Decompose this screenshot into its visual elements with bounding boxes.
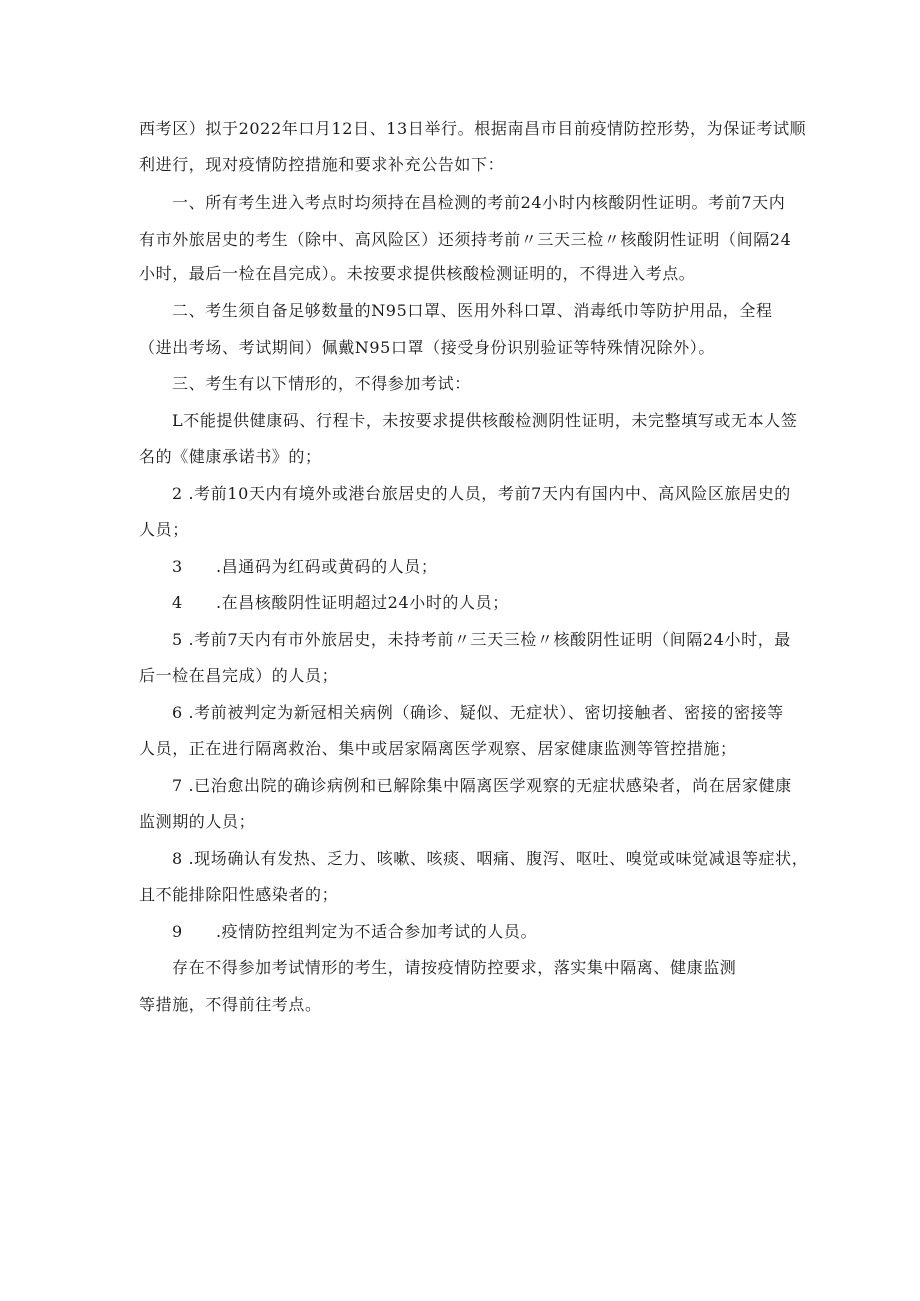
text-line: 3 .昌通码为红码或黄码的人员； (172, 557, 438, 576)
text-line: 三、考生有以下情形的，不得参加考试： (172, 374, 471, 393)
text-line: 监测期的人员； (139, 812, 256, 831)
text-line: 9 .疫情防控组判定为不适合参加考试的人员。 (172, 922, 538, 941)
text-line: （进出考场、考试期间）佩戴N95口罩（接受身份识别验证等特殊情况除外）。 (139, 338, 715, 357)
text-line: 后一检在昌完成）的人员； (139, 666, 339, 685)
text-line: 二、考生须自备足够数量的N95口罩、医用外科口罩、消毒纸巾等防护用品，全程 (172, 301, 773, 320)
text-line: 8 .现场确认有发热、乏力、咳嗽、咳痰、咽痛、腹泻、呕吐、嗅觉或味觉减退等症状， (172, 849, 809, 868)
text-line: 名的《健康承诺书》的； (139, 447, 322, 466)
text-line: 5 .考前7天内有市外旅居史，未持考前〃三天三检〃核酸阴性证明（间隔24小时，最 (172, 630, 791, 649)
text-line: 小时，最后一检在昌完成）。未按要求提供核酸检测证明的，不得进入考点。 (139, 264, 696, 283)
text-line: 7 .已治愈出院的确诊病例和已解除集中隔离医学观察的无症状感染者，尚在居家健康 (172, 776, 792, 795)
text-line: 利进行，现对疫情防控措施和要求补充公告如下： (139, 155, 505, 174)
text-line: 4 .在昌核酸阴性证明超过24小时的人员； (172, 593, 509, 612)
text-line: L不能提供健康码、行程卡，未按要求提供核酸检测阴性证明，未完整填写或无本人签 (172, 411, 798, 430)
text-line: 6 .考前被判定为新冠相关病例（确诊、疑似、无症状）、密切接触者、密接的密接等 (172, 703, 784, 722)
text-line: 人员，正在进行隔离救治、集中或居家隔离医学观察、居家健康监测等管控措施； (139, 739, 737, 758)
text-line: 人员； (139, 520, 189, 539)
text-line: 西考区）拟于2022年口月12日、13日举行。根据南昌市目前疫情防控形势，为保证考试顺 (139, 119, 807, 138)
text-line: 存在不得参加考试情形的考生，请按疫情防控要求，落实集中隔离、健康监测 (172, 958, 737, 977)
text-line: 等措施，不得前往考点。 (139, 995, 322, 1014)
text-line: 有市外旅居史的考生（除中、高风险区）还须持考前〃三天三检〃核酸阴性证明（间隔24 (139, 230, 792, 249)
text-line: 2 .考前10天内有境外或港台旅居史的人员，考前7天内有国内中、高风险区旅居史的 (172, 484, 791, 503)
text-line: 且不能排除阳性感染者的； (139, 885, 339, 904)
text-line: 一、所有考生进入考点时均须持在昌检测的考前24小时内核酸阴性证明。考前7天内 (172, 193, 786, 212)
